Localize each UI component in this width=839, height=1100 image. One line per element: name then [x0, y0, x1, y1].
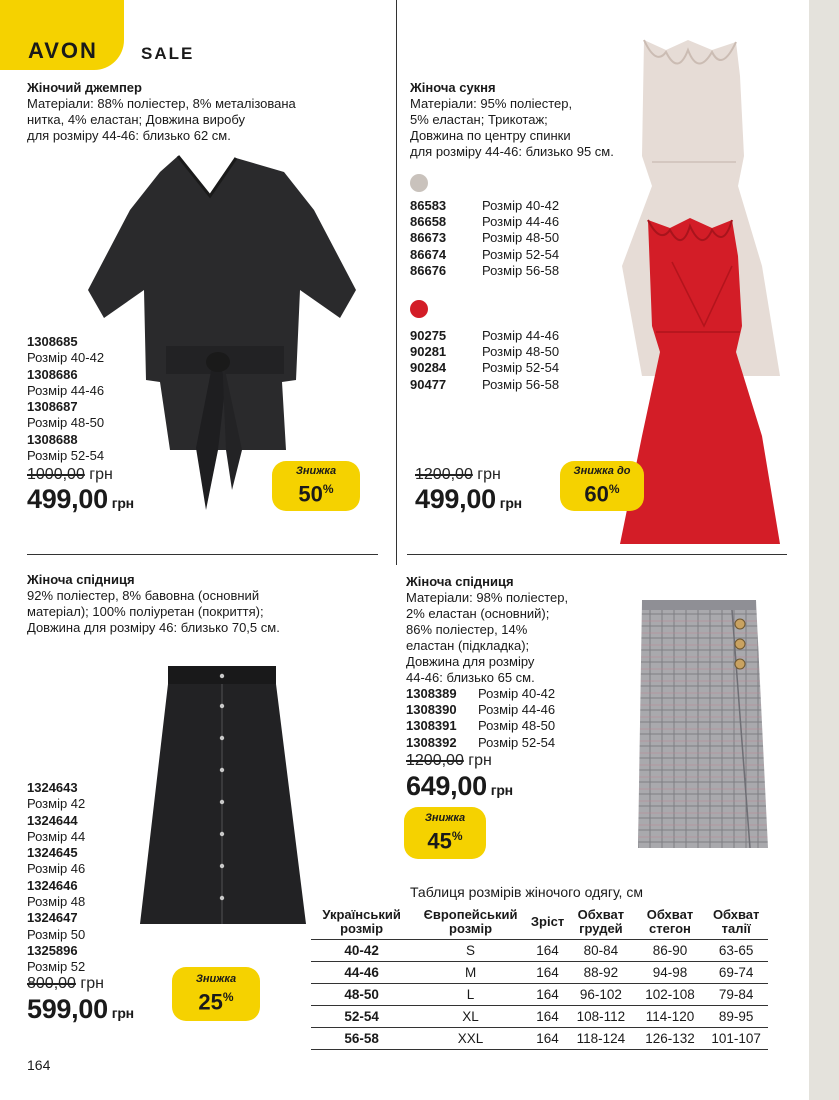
table-cell: XL — [412, 1006, 529, 1028]
old-price-currency: грн — [89, 466, 113, 483]
product-size: Розмір 48-50 — [478, 718, 556, 734]
product-code: 1308391 — [406, 718, 457, 734]
table-cell: 63-65 — [704, 940, 768, 962]
vertical-divider — [396, 0, 397, 565]
product-size: Розмір 52-54 — [482, 246, 560, 262]
column-header: Обхват стегон — [636, 905, 705, 940]
product-size: Розмір 48-50 — [27, 415, 105, 431]
table-row — [311, 962, 768, 984]
page-edge-strip — [809, 0, 839, 1100]
skirt-black-discount-badge — [172, 967, 260, 1021]
table-row — [311, 1006, 768, 1028]
product-code: 1308392 — [406, 734, 457, 750]
table-cell: 86-90 — [636, 940, 705, 962]
size-table-title: Таблиця розмірів жіночого одягу, см — [410, 884, 643, 900]
table-cell: 96-102 — [566, 984, 635, 1006]
product-size: Розмір 44-46 — [482, 214, 560, 230]
badge-label: Знижка — [295, 465, 337, 478]
skirt-check-title: Жіноча спідниця — [406, 574, 514, 589]
old-price-value: 1200,00 — [415, 466, 473, 483]
product-code: 86583 — [410, 198, 447, 213]
skirt-black-old-price — [27, 975, 104, 993]
table-cell: 164 — [529, 940, 566, 962]
table-cell: S — [412, 940, 529, 962]
column-header: Зріст — [529, 905, 566, 940]
dress-red-codes — [410, 328, 559, 393]
brand-logo: AVON — [28, 38, 98, 63]
product-code: 90281 — [410, 344, 447, 360]
skirt-black-title: Жіноча спідниця — [27, 572, 135, 587]
product-size: Розмір 52 — [27, 959, 86, 975]
product-size: Розмір 50 — [27, 926, 86, 942]
dress-beige-codes — [410, 198, 559, 279]
product-size: Розмір 40-42 — [478, 686, 556, 701]
new-price-currency: грн — [111, 1005, 134, 1021]
product-size: Розмір 52-54 — [478, 734, 556, 750]
product-code: 90275 — [410, 328, 447, 343]
column-header: Європейський розмір — [412, 905, 529, 940]
table-cell: M — [412, 962, 529, 984]
product-code: 1308389 — [406, 686, 457, 701]
jumper-discount-badge — [272, 461, 360, 511]
page-number: 164 — [27, 1057, 51, 1073]
product-size: Розмір 44-46 — [27, 382, 105, 398]
old-price-value: 1200,00 — [406, 752, 464, 769]
table-cell: 44-46 — [311, 962, 412, 984]
dress-title: Жіноча сукня — [410, 80, 496, 95]
dress-new-price — [415, 484, 522, 515]
color-swatch-beige — [410, 174, 428, 192]
badge-percent: 50% — [298, 481, 334, 507]
product-size: Розмір 48-50 — [482, 230, 560, 246]
size-table — [311, 905, 768, 1050]
product-size: Розмір 56-58 — [482, 262, 560, 278]
table-cell: 108-112 — [566, 1006, 635, 1028]
table-cell: 164 — [529, 984, 566, 1006]
old-price-currency: грн — [80, 975, 104, 992]
product-size: Розмір 40-42 — [482, 198, 560, 213]
skirt-black-new-price — [27, 994, 134, 1025]
badge-label: Знижка — [195, 973, 237, 986]
table-cell: 89-95 — [704, 1006, 768, 1028]
skirt-check-discount-badge — [404, 807, 486, 859]
brand-tab — [0, 0, 124, 70]
product-size: Розмір 46 — [27, 861, 86, 877]
new-price-value: 599,00 — [27, 994, 108, 1024]
badge-percent: 25% — [198, 989, 234, 1015]
skirt-black-codes — [27, 780, 85, 976]
new-price-currency: грн — [499, 495, 522, 511]
table-cell: 164 — [529, 1006, 566, 1028]
table-cell: 94-98 — [636, 962, 705, 984]
column-header: Український розмір — [311, 905, 412, 940]
dress-discount-badge — [560, 461, 644, 511]
new-price-value: 499,00 — [27, 484, 108, 514]
jumper-image — [86, 150, 360, 512]
dress-description: Матеріали: 95% поліестер, 5% еластан; Трикотаж; Довжина по центру спинки для розміру 44-46: близько 95 см. — [410, 96, 614, 159]
jumper-old-price — [27, 466, 113, 484]
product-code: 1308685 — [27, 334, 78, 349]
table-cell: 56-58 — [311, 1028, 412, 1050]
table-cell: 164 — [529, 1028, 566, 1050]
product-code: 1324647 — [27, 910, 78, 926]
table-row — [311, 984, 768, 1006]
product-size: Розмір 44 — [27, 828, 86, 844]
table-cell: 126-132 — [636, 1028, 705, 1050]
product-code: 1308686 — [27, 366, 78, 382]
old-price-value: 1000,00 — [27, 466, 85, 483]
table-cell: XXL — [412, 1028, 529, 1050]
skirt-check-new-price — [406, 771, 513, 802]
skirt-check-codes — [406, 686, 555, 751]
jumper-new-price — [27, 484, 134, 515]
product-code: 1324643 — [27, 780, 78, 795]
product-code: 86676 — [410, 262, 447, 278]
table-cell: 52-54 — [311, 1006, 412, 1028]
table-cell: 114-120 — [636, 1006, 705, 1028]
color-swatch-red — [410, 300, 428, 318]
table-cell: 101-107 — [704, 1028, 768, 1050]
table-row — [311, 940, 768, 962]
table-row — [311, 1028, 768, 1050]
product-size: Розмір 48-50 — [482, 344, 560, 360]
table-cell: 69-74 — [704, 962, 768, 984]
old-price-value: 800,00 — [27, 975, 76, 992]
table-cell: 48-50 — [311, 984, 412, 1006]
table-cell: 40-42 — [311, 940, 412, 962]
skirt-black-image — [136, 662, 310, 932]
new-price-currency: грн — [111, 495, 134, 511]
product-size: Розмір 44-46 — [478, 702, 556, 718]
badge-percent: 45% — [427, 828, 463, 854]
new-price-value: 499,00 — [415, 484, 496, 514]
product-size: Розмір 52-54 — [27, 448, 105, 464]
skirt-black-description: 92% поліестер, 8% бавовна (основний матеріал); 100% поліуретан (покриття); Довжина для розміру 46: близько 70,5 см. — [27, 588, 280, 635]
table-cell: 164 — [529, 962, 566, 984]
product-code: 1308688 — [27, 431, 78, 447]
product-code: 86658 — [410, 214, 447, 230]
table-cell: 118-124 — [566, 1028, 635, 1050]
product-code: 90477 — [410, 376, 447, 392]
badge-label: Знижка до — [573, 465, 631, 478]
size-table-header-row — [311, 905, 768, 940]
jumper-title: Жіночий джемпер — [27, 80, 142, 95]
product-code: 1325896 — [27, 942, 78, 958]
skirt-check-description: Матеріали: 98% поліестер, 2% еластан (основний); 86% поліестер, 14% еластан (підкладка); Довжина для розміру 44-46: близько 65 см. — [406, 590, 569, 685]
jumper-description: Матеріали: 88% поліестер, 8% металізована нитка, 4% еластан; Довжина виробу для розміру 44-46: близько 62 см. — [27, 96, 296, 143]
product-code: 1324646 — [27, 877, 78, 893]
product-code: 86674 — [410, 246, 447, 262]
product-code: 86673 — [410, 230, 447, 246]
badge-label: Знижка — [424, 812, 466, 825]
table-cell: 80-84 — [566, 940, 635, 962]
column-header: Обхват грудей — [566, 905, 635, 940]
product-code: 90284 — [410, 360, 447, 376]
product-size: Розмір 56-58 — [482, 376, 560, 392]
product-size: Розмір 40-42 — [27, 350, 105, 366]
old-price-currency: грн — [477, 466, 501, 483]
skirt-check-image — [632, 596, 772, 854]
column-header: Обхват талії — [704, 905, 768, 940]
table-cell: 102-108 — [636, 984, 705, 1006]
new-price-currency: грн — [490, 782, 513, 798]
old-price-currency: грн — [468, 752, 492, 769]
product-code: 1324645 — [27, 845, 78, 861]
product-size: Розмір 52-54 — [482, 360, 560, 376]
section-title: SALE — [141, 44, 195, 63]
product-code: 1324644 — [27, 812, 78, 828]
table-cell: 79-84 — [704, 984, 768, 1006]
table-cell: L — [412, 984, 529, 1006]
product-size: Розмір 42 — [27, 796, 86, 812]
product-size: Розмір 44-46 — [482, 328, 560, 343]
product-code: 1308687 — [27, 399, 78, 415]
skirt-check-old-price — [406, 752, 492, 770]
horizontal-divider-left — [27, 554, 378, 555]
product-size: Розмір 48 — [27, 894, 86, 910]
new-price-value: 649,00 — [406, 771, 487, 801]
badge-percent: 60% — [584, 481, 620, 507]
product-code: 1308390 — [406, 702, 457, 718]
jumper-codes — [27, 334, 104, 464]
table-cell: 88-92 — [566, 962, 635, 984]
dress-old-price — [415, 466, 501, 484]
